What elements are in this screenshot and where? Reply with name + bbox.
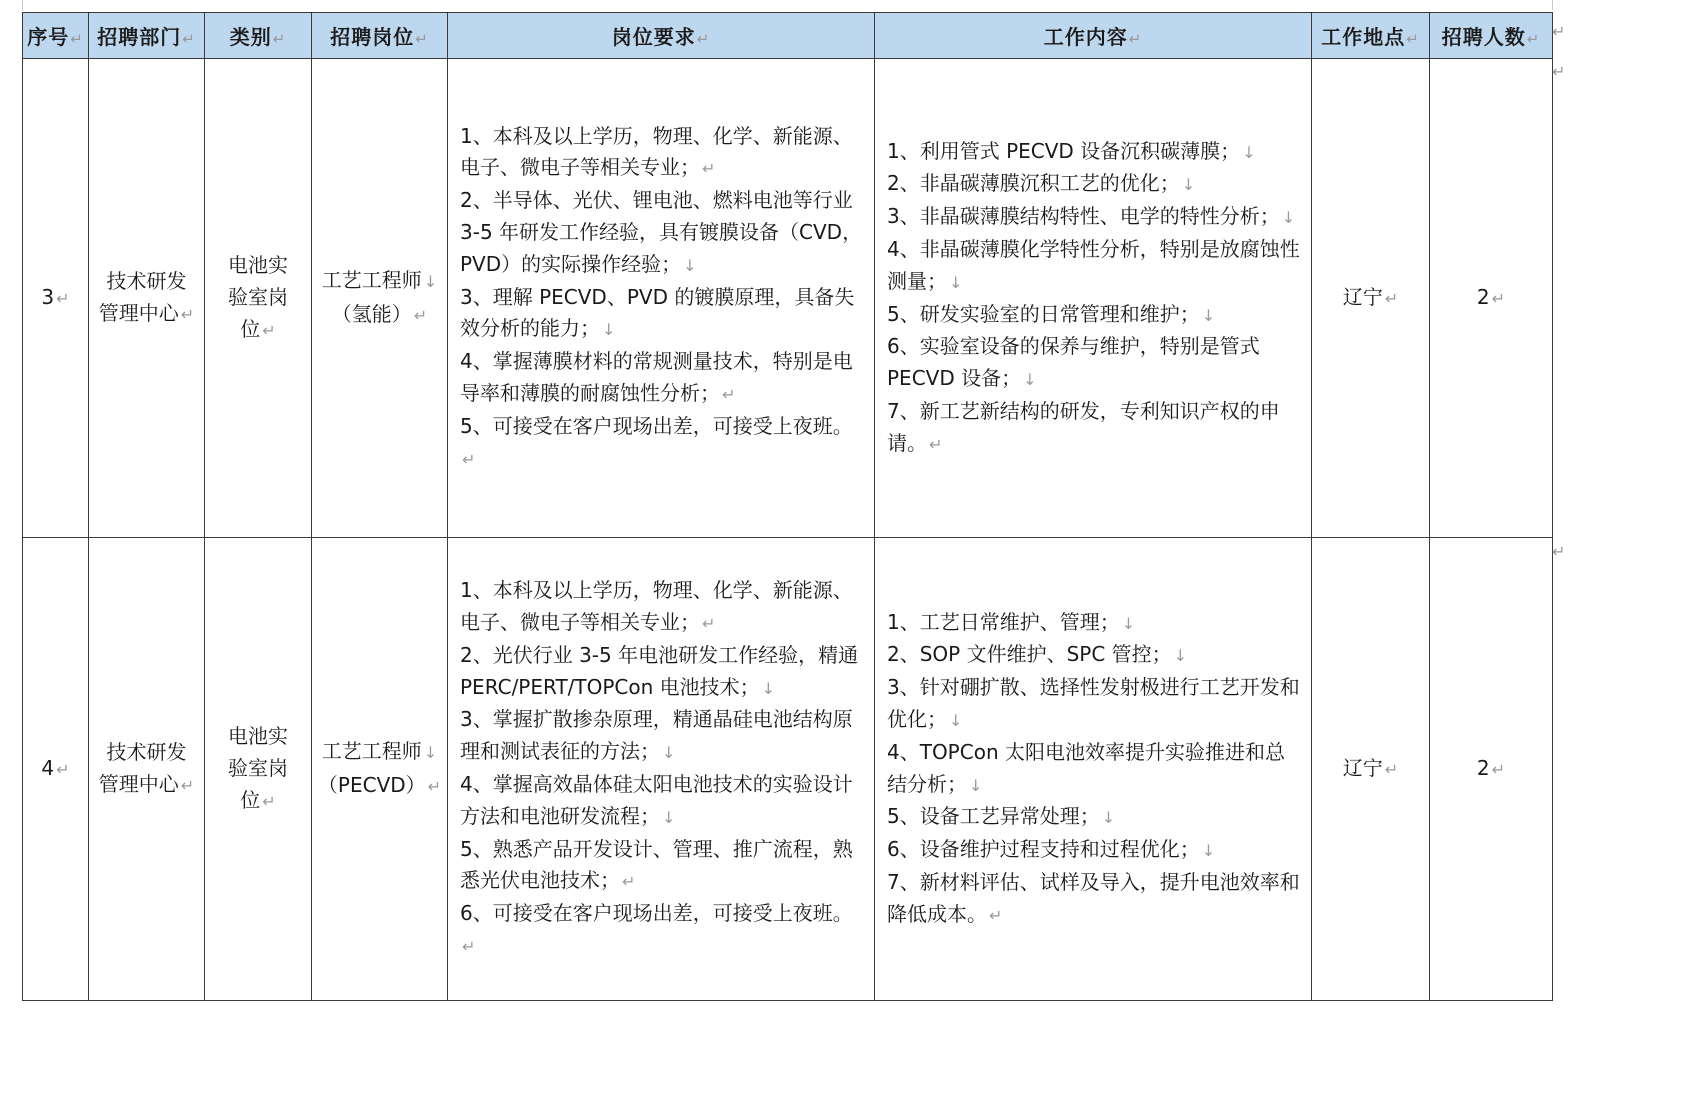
duty-item: 5、研发实验室的日常管理和维护； ↓	[887, 301, 1216, 326]
document-page	[22, 12, 1552, 1001]
header-cell-category: 类别↵	[205, 13, 312, 59]
row-end-mark: ↵	[1552, 22, 1566, 41]
page-corner-mark-left	[22, 0, 23, 10]
position-cell: 工艺工程师 ↓ （氢能） ↵	[312, 59, 448, 538]
count-cell: 2 ↵	[1430, 538, 1553, 1001]
header-cell-department: 招聘部门↵	[89, 13, 205, 59]
duty-item: 6、设备维护过程支持和过程优化； ↓	[887, 837, 1216, 862]
table-row	[23, 538, 1553, 1001]
duty-item: 6、实验室设备的保养与维护，特别是管式PECVD 设备； ↓	[887, 334, 1260, 391]
seq-cell: 4 ↵	[23, 538, 89, 1001]
table-row	[23, 59, 1553, 538]
row-end-mark: ↵	[1552, 62, 1566, 81]
row-end-mark: ↵	[1552, 542, 1566, 561]
requirement-item: 1、本科及以上学历，物理、化学、新能源、电子、微电子等相关专业； ↵	[460, 578, 853, 635]
header-cell-position: 招聘岗位↵	[312, 13, 448, 59]
location-cell: 辽宁 ↵	[1312, 59, 1430, 538]
duty-item: 3、非晶碳薄膜结构特性、电学的特性分析； ↓	[887, 204, 1296, 229]
requirement-item: 5、可接受在客户现场出差，可接受上夜班。↵	[460, 413, 853, 469]
requirements-cell	[448, 59, 875, 538]
duty-item: 2、非晶碳薄膜沉积工艺的优化； ↓	[887, 171, 1196, 196]
requirement-item: 2、半导体、光伏、锂电池、燃料电池等行业 3-5 年研发工作经验，具有镀膜设备（CVD，PVD）的实际操作经验； ↓	[460, 188, 863, 276]
duty-item: 3、针对硼扩散、选择性发射极进行工艺开发和优化； ↓	[887, 675, 1300, 731]
header-cell-count: 招聘人数↵	[1430, 13, 1553, 59]
header-cell-requirements: 岗位要求↵	[448, 13, 875, 59]
requirement-item: 3、掌握扩散掺杂原理，精通晶硅电池结构原理和测试表征的方法； ↓	[460, 707, 853, 764]
duties-cell	[875, 538, 1312, 1001]
duty-item: 1、工艺日常维护、管理； ↓	[887, 609, 1136, 634]
duty-item: 7、新工艺新结构的研发，专利知识产权的申请。 ↵	[887, 398, 1280, 455]
recruitment-table	[22, 12, 1553, 1001]
duty-item: 2、SOP 文件维护、SPC 管控； ↓	[887, 642, 1188, 667]
duty-item: 7、新材料评估、试样及导入，提升电池效率和降低成本。 ↵	[887, 869, 1300, 926]
duties-cell	[875, 59, 1312, 538]
header-row	[23, 13, 1553, 59]
duty-item: 4、TOPCon 太阳电池效率提升实验推进和总结分析； ↓	[887, 739, 1285, 796]
location-cell: 辽宁 ↵	[1312, 538, 1430, 1001]
duty-item: 1、利用管式 PECVD 设备沉积碳薄膜； ↓	[887, 138, 1256, 163]
category-cell: 电池实 验室岗 位 ↵	[205, 538, 312, 1001]
requirements-cell	[448, 538, 875, 1001]
department-cell: 技术研发 管理中心 ↵	[89, 59, 205, 538]
seq-cell: 3 ↵	[23, 59, 89, 538]
duty-item: 5、设备工艺异常处理； ↓	[887, 804, 1116, 829]
requirement-item: 4、掌握高效晶体硅太阳电池技术的实验设计方法和电池研发流程； ↓	[460, 772, 853, 828]
header-cell-seq: 序号↵	[23, 13, 89, 59]
header-cell-location: 工作地点↵	[1312, 13, 1430, 59]
page-corner-mark-right	[1552, 0, 1553, 10]
requirement-item: 4、掌握薄膜材料的常规测量技术，特别是电导率和薄膜的耐腐蚀性分析； ↵	[460, 349, 853, 405]
position-cell: 工艺工程师 ↓ （PECVD） ↵	[312, 538, 448, 1001]
requirement-item: 6、可接受在客户现场出差，可接受上夜班。↵	[460, 901, 853, 956]
requirement-item: 5、熟悉产品开发设计、管理、推广流程，熟悉光伏电池技术； ↵	[460, 836, 853, 893]
requirement-item: 3、理解 PECVD、PVD 的镀膜原理，具备失效分析的能力； ↓	[460, 284, 855, 341]
category-cell: 电池实 验室岗 位 ↵	[205, 59, 312, 538]
requirement-item: 1、本科及以上学历，物理、化学、新能源、电子、微电子等相关专业； ↵	[460, 123, 853, 180]
requirement-item: 2、光伏行业 3-5 年电池研发工作经验，精通 PERC/PERT/TOPCon 电池技术； ↓	[460, 642, 859, 699]
department-cell: 技术研发 管理中心 ↵	[89, 538, 205, 1001]
count-cell: 2 ↵	[1430, 59, 1553, 538]
duty-item: 4、非晶碳薄膜化学特性分析，特别是放腐蚀性测量； ↓	[887, 236, 1300, 293]
header-cell-duties: 工作内容↵	[875, 13, 1312, 59]
